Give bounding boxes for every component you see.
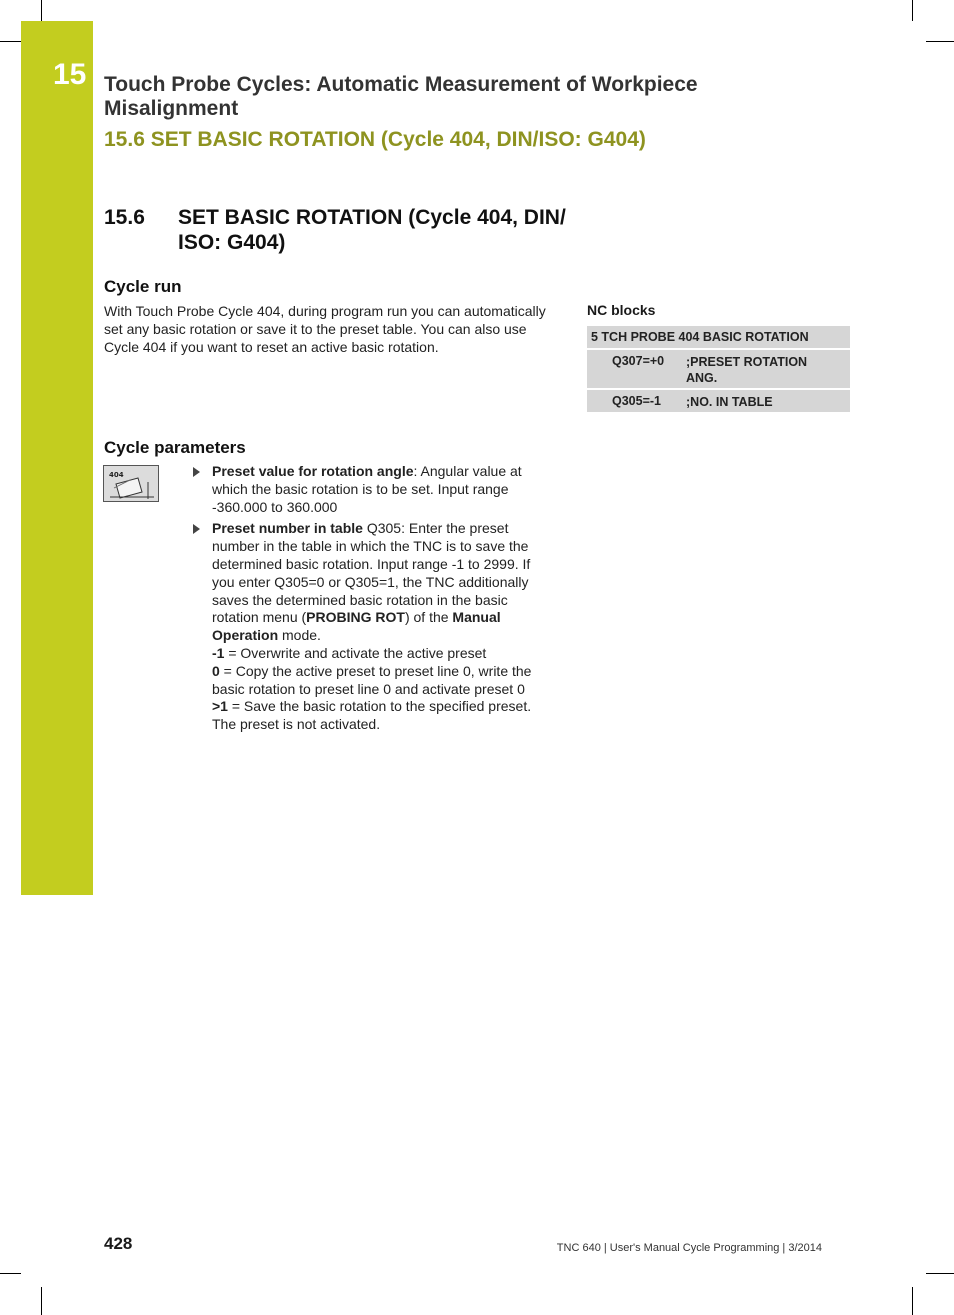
crop-mark — [926, 41, 954, 42]
running-section-header: 15.6 SET BASIC ROTATION (Cycle 404, DIN/ISO: G404) — [104, 128, 646, 151]
nc-blocks-label: NC blocks — [587, 302, 656, 318]
param-description: Q305: Enter the preset number in the table in which the TNC is to save the determined basic rotation. Input range -1 to 2999. If you enter Q305=0 or Q305=1, the TNC additionally saves the determined basic rotation in the basic rotation menu ( — [212, 520, 531, 626]
param-preset-value — [193, 463, 543, 516]
crop-mark — [41, 1287, 42, 1315]
option-key: -1 — [212, 644, 225, 661]
crop-mark — [41, 0, 42, 21]
crop-mark — [0, 1273, 21, 1274]
nc-block-row — [587, 390, 850, 412]
nc-code: Q305=-1 — [612, 394, 661, 408]
crop-mark — [926, 1273, 954, 1274]
nc-code: Q307=+0 — [612, 354, 665, 368]
nc-block-row — [587, 350, 850, 388]
param-preset-number — [193, 520, 543, 734]
page-number: 428 — [104, 1234, 133, 1253]
probing-rot-menu: PROBING ROT — [306, 609, 405, 626]
cycle-run-text: With Touch Probe Cycle 404, during program run you can automatically set any basic rotation or save it to the preset table. You can also use Cycle 404 if you want to reset an active basic rotation. — [104, 303, 546, 355]
chapter-title: Touch Probe Cycles: Automatic Measurement of Workpiece Misalignment — [104, 73, 698, 120]
triangle-bullet-icon — [193, 524, 200, 534]
nc-blocks-table — [587, 326, 850, 414]
crop-mark — [912, 1287, 913, 1315]
option-text: = Save the basic rotation to the specified preset. The preset is not activated. — [212, 698, 532, 733]
section-number: 15.6 — [104, 206, 145, 229]
icon-label: 404 — [109, 471, 124, 479]
cycle-params-heading: Cycle parameters — [104, 438, 246, 457]
option-text: = Copy the active preset to preset line 0, write the basic rotation to preset line 0 and activate preset 0 — [212, 662, 532, 697]
section-title — [104, 205, 574, 255]
option-text: = Overwrite and activate the active preset — [224, 644, 487, 661]
nc-comment: ;PRESET ROTATION ANG. — [686, 355, 808, 385]
crop-mark — [912, 0, 913, 21]
option-key: >1 — [212, 698, 228, 715]
manual-operation-mode: Manual Operation — [212, 609, 501, 644]
cycle-parameters-list — [193, 463, 543, 738]
chapter-number: 15 — [53, 58, 87, 91]
cycle-run-heading: Cycle run — [104, 277, 182, 296]
section-title-text: SET BASIC ROTATION (Cycle 404, DIN/ ISO: G404) — [178, 206, 566, 254]
param-name: Preset number in table — [212, 520, 363, 537]
crop-mark — [0, 41, 21, 42]
option-key: 0 — [212, 662, 220, 679]
cycle-404-graphic — [104, 466, 158, 501]
cycle-404-icon — [103, 465, 159, 502]
chapter-sidebar — [21, 21, 93, 895]
nc-block-header: 5 TCH PROBE 404 BASIC ROTATION — [587, 326, 850, 348]
param-description: ) of the — [404, 609, 453, 626]
footer-text: TNC 640 | User's Manual Cycle Programming | 3/2014 — [556, 1242, 822, 1254]
param-description: : Angular value at which the basic rotation is to be set. Input range -360.000 to 360.000 — [212, 463, 522, 515]
param-name: Preset value for rotation angle — [212, 463, 414, 479]
param-description: mode. — [278, 627, 321, 644]
nc-comment: ;NO. IN TABLE — [686, 395, 773, 409]
triangle-bullet-icon — [193, 467, 200, 477]
